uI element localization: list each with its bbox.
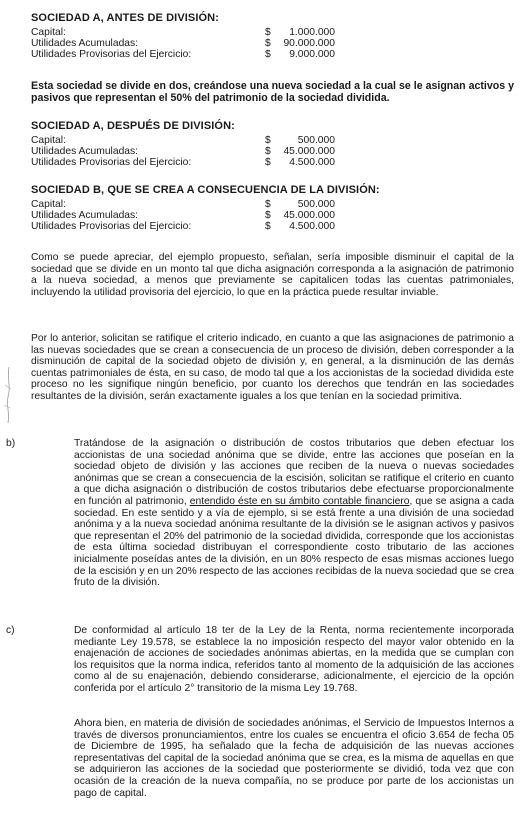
item-c-label: c) xyxy=(6,625,15,636)
heading-sociedad-a-despues: SOCIEDAD A, DESPUÉS DE DIVISIÓN: xyxy=(31,120,235,132)
ledger-amount: 1.000.000 xyxy=(289,27,335,38)
item-b-underlined-text: entendido éste en su ámbito contable financiero xyxy=(189,495,410,507)
ledger-amount: 4.500.000 xyxy=(289,157,335,169)
ledger-row xyxy=(31,157,351,168)
ledger-currency: $ xyxy=(265,49,271,61)
ledger-row xyxy=(31,27,351,38)
ledger-amount: 45.000.000 xyxy=(283,210,335,222)
ledger-sociedad-a-despues xyxy=(31,135,351,169)
ledger-label: Utilidades Acumuladas: xyxy=(31,146,139,158)
ledger-amount: 9.000.000 xyxy=(289,49,335,61)
item-b-text-after: , que se asigna a cada sociedad. En este sentido y a vía de ejemplo, si se está frente a una división de una sociedad anónima y a la nueva sociedad anónima resultante de la división se le asignan activos y pasivos que representan el 20% del patrimonio de la sociedad dividida, corresponde que los accionistas de esta última sociedad distribuyan el correspondiente costo tributario de las acciones inicialmente poseídas antes de la división, en un 80% respecto de esas mismas acciones luego de la escisión y en un 20% respecto de las acciones recibidas de la nueva sociedad que se crea fruto de la división. xyxy=(74,495,514,589)
ledger-label: Capital: xyxy=(31,135,66,146)
ledger-amount: 4.500.000 xyxy=(289,221,335,233)
ledger-currency: $ xyxy=(265,210,271,222)
ledger-label: Utilidades Provisorias del Ejercicio: xyxy=(31,157,192,169)
ledger-row xyxy=(31,199,351,210)
ledger-currency: $ xyxy=(265,27,271,38)
ledger-sociedad-b xyxy=(31,199,351,233)
ledger-amount: 500.000 xyxy=(297,135,335,146)
ledger-label: Utilidades Provisorias del Ejercicio: xyxy=(31,221,192,233)
division-statement: Esta sociedad se divide en dos, creándose una nueva sociedad a la cual se le asignan activos y pasivos que representan el 50% del patrimonio de la sociedad dividida. xyxy=(31,80,514,104)
ledger-row xyxy=(31,146,351,157)
ledger-label: Capital: xyxy=(31,27,66,38)
item-b-label: b) xyxy=(6,438,16,449)
paragraph-3: Ahora bien, en materia de división de sociedades anónimas, el Servicio de Impuestos Internos a través de diversos pronunciamientos, entre los cuales se encuentra el oficio 3.654 de fecha 05 de Diciembre de 1995, ha señalado que la fecha de adquisición de las nuevas acciones representativas del capital de la sociedad anónima que se crea, es la misma de aquellas en que se adquirieron las acciones de la sociedad que posteriormente se dividió, toda vez que con ocasión de la creación de la nueva compañía, no se produce por parte de los accionistas un pago de capital. xyxy=(74,718,514,799)
ledger-currency: $ xyxy=(265,221,271,233)
item-b-text xyxy=(74,438,514,589)
ledger-row xyxy=(31,38,351,49)
ledger-amount: 500.000 xyxy=(297,199,335,210)
heading-sociedad-a-antes: SOCIEDAD A, ANTES DE DIVISIÓN: xyxy=(31,12,219,24)
paragraph-1: Como se puede apreciar, del ejemplo propuesto, señalan, sería imposible disminuir el capital de la sociedad que se divide en un monto tal que dicha asignación corresponda a la asignación de patrimonio a la nueva sociedad, a menos que previamente se capitalicen todas las cuentas patrimoniales, incluyendo la utilidad provisoria del ejercicio, lo que en la práctica puede resultar inviable. xyxy=(31,252,514,298)
ledger-currency: $ xyxy=(265,146,271,158)
ledger-row xyxy=(31,135,351,146)
paragraph-2: Por lo anterior, solicitan se ratifique el criterio indicado, en cuanto a que las asignaciones de patrimonio a las nuevas sociedades que se crean a consecuencia de un proceso de división, deben corresponder a la disminución de capital de la sociedad objeto de división y, en general, a la disminución de las demás cuentas patrimoniales de ésta, en su caso, de modo tal que a los accionistas de la sociedad dividida este proceso no les signifique ningún beneficio, por cuanto los derechos que tendrán en las sociedades resultantes de la división, serán exactamente iguales a los que tenían en la sociedad primitiva. xyxy=(31,333,514,402)
ledger-row xyxy=(31,49,351,60)
margin-pencil-mark xyxy=(2,365,16,435)
item-b-text-before: Tratándose de la asignación o distribución de costos tributarios que deben efectuar los accionistas de una sociedad anónima que se divide, entre las acciones que poseían en la sociedad objeto de división y las acciones que reciben de la nueva o nuevas sociedades anónimas que se crean a consecuencia de la escisión, solicitan se ratifique el criterio en cuanto a que dicha asignación o distribución de costos tributarios debe efectuarse proporcionalmente en función al patrimonio, xyxy=(74,438,514,507)
ledger-currency: $ xyxy=(265,157,271,169)
ledger-currency: $ xyxy=(265,135,271,146)
ledger-label: Capital: xyxy=(31,199,66,210)
ledger-currency: $ xyxy=(265,199,271,210)
heading-sociedad-b: SOCIEDAD B, QUE SE CREA A CONSECUENCIA DE LA DIVISIÓN: xyxy=(31,184,380,196)
ledger-row xyxy=(31,221,351,232)
item-c-text: De conformidad al artículo 18 ter de la Ley de la Renta, norma recientemente incorporada mediante Ley 19.578, se establece la no imposición respecto del mayor valor obtenido en la enajenación de acciones de sociedades anónimas abiertas, en la medida que se cumplan con los requisitos que la norma indica, referidos tanto al momento de la adquisición de las acciones como al de su enajenación, debiendo considerarse, adicionalmente, el ejercicio de la opción conferida por el artículo 2° transitorio de la misma Ley 19.768. xyxy=(74,625,514,694)
ledger-amount: 45.000.000 xyxy=(283,146,335,158)
ledger-amount: 90.000.000 xyxy=(283,38,335,50)
ledger-label: Utilidades Provisorias del Ejercicio: xyxy=(31,49,192,61)
ledger-label: Utilidades Acumuladas: xyxy=(31,38,139,50)
ledger-label: Utilidades Acumuladas: xyxy=(31,210,139,222)
ledger-row xyxy=(31,210,351,221)
ledger-sociedad-a-antes xyxy=(31,27,351,61)
ledger-currency: $ xyxy=(265,38,271,50)
